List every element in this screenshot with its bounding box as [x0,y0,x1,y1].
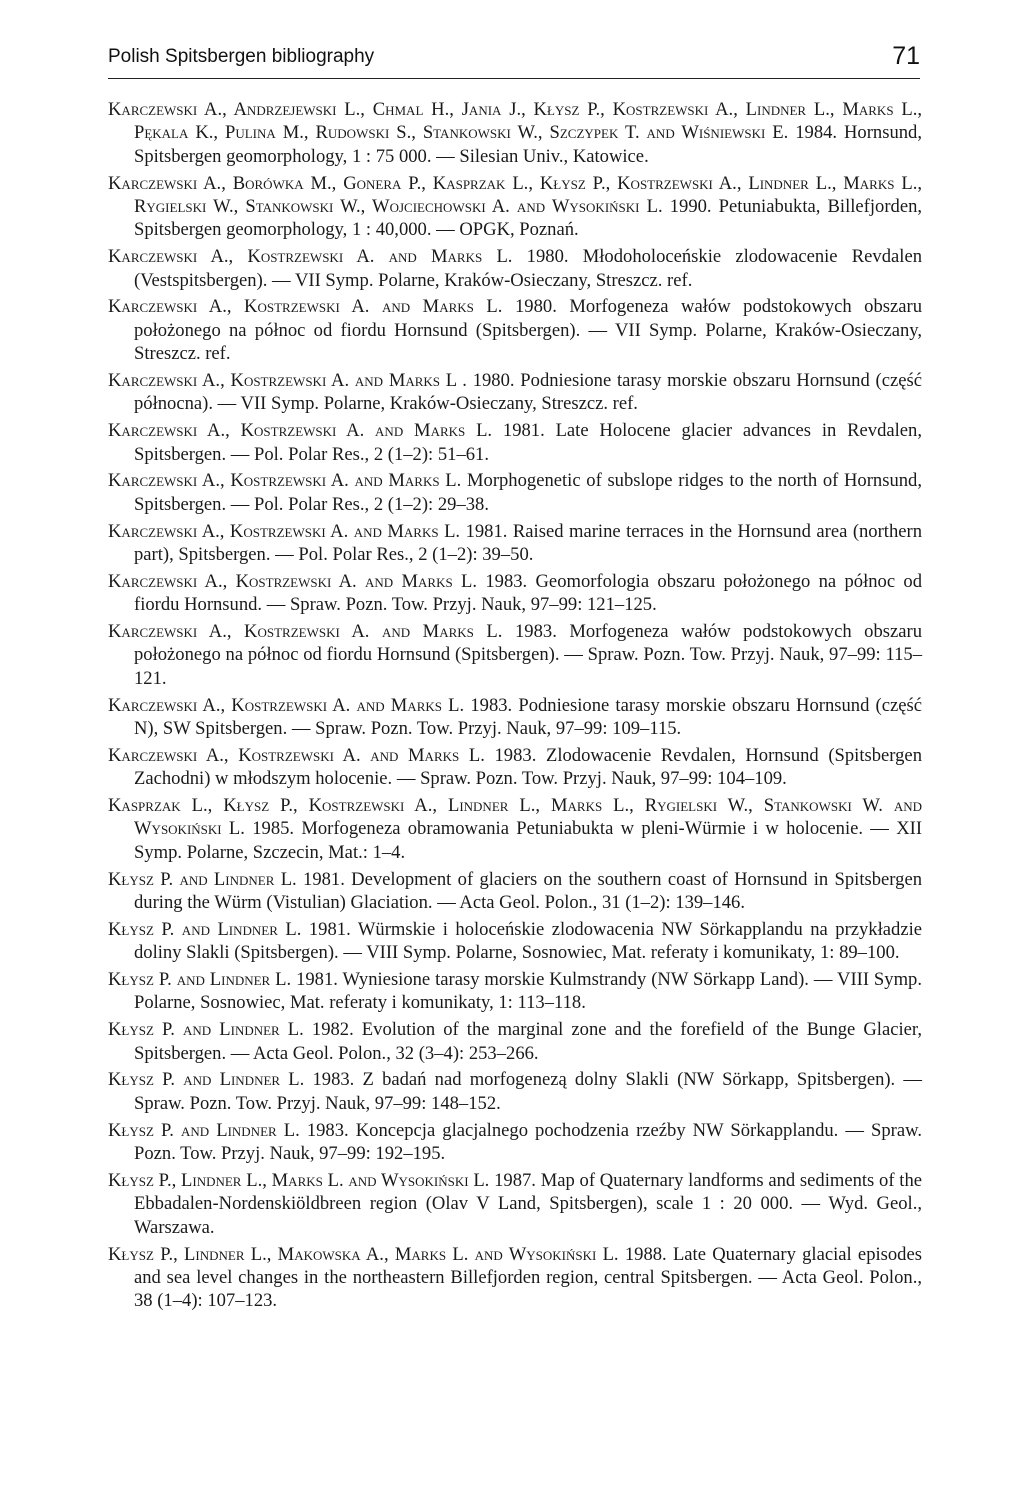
bibliography-entry [108,1243,922,1313]
bibliography-entry [108,918,922,965]
entry-authors: Karczewski A., Andrzejewski L., Chmal H., Jania J., Kłysz P., Kostrzewski A., Lindner L., Marks L., Pękala K., Pulina M., Rudowski S., Stankowski W., Szczypek T. and Wiśniewski E. [108,99,922,144]
entry-text: 1985. Morfogeneza obramowania Petuniabukta w pleni-Würmie i w holocenie. — XII Symp. Polarne, Szczecin, Mat.: 1–4. [134,818,923,863]
bibliography-entry [108,98,922,168]
entry-authors: Karczewski A., Kostrzewski A. and Marks L. [108,520,461,542]
entry-authors: Kłysz P. and Lindner L. [108,918,302,940]
bibliography-entry [108,694,922,741]
bibliography-entry [108,1169,922,1239]
bibliography-entry [108,419,922,466]
bibliography-entry [108,1068,922,1115]
bibliography-entry [108,295,922,365]
entry-text: 1983. Podniesione tarasy morskie obszaru Hornsund (część N), SW Spitsbergen. — Spraw. Pozn. Tow. Przyj. Nauk, 97–99: 109–115. [134,694,922,740]
entry-text: 1983. Z badań nad morfogenezą dolny Slakli (NW Sörkapp, Spitsbergen). — Spraw. Pozn. Tow. Przyj. Nauk, 97–99: 148–152. [134,1069,922,1114]
entry-text: 1981. Late Holocene glacier advances in Revdalen, Spitsbergen. — Pol. Polar Res., 2 (1–2): 51–61. [134,420,922,465]
entry-text: 1987. Map of Quaternary landforms and sediments of the Ebbadalen-Nordenskiöldbreen region (Olav V Land, Spitsbergen), scale 1 : 20 000. — Wyd. Geol., Warszawa. [134,1169,922,1238]
bibliography-entry [108,744,922,791]
entry-text: 1983. Geomorfologia obszaru położonego na północ od fiordu Hornsund. — Spraw. Pozn. Tow. Przyj. Nauk, 97–99: 121–125. [134,570,922,616]
bibliography-entry [108,968,922,1015]
entry-text: 1980. Morfogeneza wałów podstokowych obszaru położonego na północ od fiordu Hornsund (Spitsbergen). — VII Symp. Polarne, Kraków-Osieczany, Streszcz. ref. [134,296,922,365]
entry-text: 1983. Koncepcja glacjalnego pochodzenia rzeźby NW Sörkapplandu. — Spraw. Pozn. Tow. Przyj. Nauk, 97–99: 192–195. [134,1119,922,1165]
entry-text: 1984. Hornsund, Spitsbergen geomorphology, 1 : 75 000. — Silesian Univ., Katowice. [134,122,922,167]
bibliography-entry [108,868,922,915]
bibliography-entry [108,469,922,516]
bibliography-entry [108,794,922,864]
entry-authors: Kłysz P. and Lindner L. [108,1119,300,1141]
entry-authors: Karczewski A., Borówka M., Gonera P., Kasprzak L., Kłysz P., Kostrzewski A., Lindner L., Marks L., Rygielski W., Stankowski W., Wojciechowski A. and Wysokiński L. [108,172,922,218]
entry-text: Morphogenetic of subslope ridges to the north of Hornsund, Spitsbergen. — Pol. Polar Res., 2 (1–2): 29–38. [134,470,922,515]
entry-text: 1981. Development of glaciers on the southern coast of Hornsund in Spitsbergen during the Würm (Vistulian) Glaciation. — Acta Geol. Polon., 31 (1–2): 139–146. [134,868,922,914]
entry-authors: Kłysz P. and Lindner L. [108,868,297,890]
running-head: Polish Spitsbergen bibliography [108,46,375,67]
entry-text: 1983. Zlodowacenie Revdalen, Hornsund (Spitsbergen Zachodni) w młodszym holocenie. — Spraw. Pozn. Tow. Przyj. Nauk, 97–99: 104–109. [134,744,922,790]
bibliography-entry [108,1119,922,1166]
entry-authors: Kłysz P. and Lindner L. [108,1019,304,1041]
entry-text: 1982. Evolution of the marginal zone and the forefield of the Bunge Glacier, Spitsbergen. — Acta Geol. Polon., 32 (3–4): 253–266. [134,1019,922,1064]
entry-authors: Kłysz P., Lindner L., Makowska A., Marks L. and Wysokiński L. [108,1243,619,1265]
entry-authors: Karczewski A., Kostrzewski A. and Marks L. [108,694,465,716]
entry-authors: Kasprzak L., Kłysz P., Kostrzewski A., Lindner L., Marks L., Rygielski W., Stankowski W. and Wysokiński L. [108,795,922,840]
entry-authors: Karczewski A., Kostrzewski A. and Marks L. [108,570,478,592]
entry-authors: Karczewski A., Kostrzewski A. and Marks L . [108,370,467,392]
entry-authors: Kłysz P., Lindner L., Marks L. and Wysokiński L. [108,1169,490,1191]
page-header [108,38,920,79]
bibliography-entry [108,570,922,617]
bibliography-entry [108,520,922,567]
entry-text: 1980. Podniesione tarasy morskie obszaru Hornsund (część północna). — VII Symp. Polarne, Kraków-Osieczany, Streszcz. ref. [134,370,922,415]
bibliography-entry [108,369,922,416]
entry-text: 1988. Late Quaternary glacial episodes and sea level changes in the northeastern Billefjorden region, central Spitsbergen. — Acta Geol. Polon., 38 (1–4): 107–123. [134,1243,922,1312]
entry-authors: Kłysz P. and Lindner L. [108,1069,305,1091]
bibliography-entry [108,620,922,690]
bibliography-list [108,98,922,1316]
entry-authors: Karczewski A., Kostrzewski A. and Marks L. [108,470,462,492]
bibliography-entry [108,1018,922,1065]
entry-text: 1981. Wyniesione tarasy morskie Kulmstrandy (NW Sörkapp Land). — VIII Symp. Polarne, Sosnowiec, Mat. referaty i komunikaty, 1: 113–118. [134,969,922,1014]
entry-authors: Kłysz P. and Lindner L. [108,969,292,991]
entry-text: 1981. Würmskie i holoceńskie zlodowacenia NW Sörkapplandu na przykładzie doliny Slakli (Spitsbergen). — VIII Symp. Polarne, Sosnowiec, Mat. referaty i komunikaty, 1: 89–100. [134,918,922,964]
entry-text: 1980. Młodoholoceńskie zlodowacenie Revdalen (Vestspitsbergen). — VII Symp. Polarne, Kraków-Osieczany, Streszcz. ref. [134,246,922,291]
entry-authors: Karczewski A., Kostrzewski A. and Marks L. [108,744,485,766]
entry-authors: Karczewski A., Kostrzewski A. and Marks L. [108,420,493,442]
entry-authors: Karczewski A., Kostrzewski A. and Marks L. [108,246,513,268]
entry-text: 1981. Raised marine terraces in the Hornsund area (northern part), Spitsbergen. — Pol. Polar Res., 2 (1–2): 39–50. [134,520,922,566]
entry-authors: Karczewski A., Kostrzewski A. and Marks L. [108,621,503,643]
entry-authors: Karczewski A., Kostrzewski A. and Marks L. [108,296,503,318]
entry-text: 1990. Petuniabukta, Billefjorden, Spitsbergen geomorphology, 1 : 40,000. — OPGK, Poznań. [134,196,923,241]
bibliography-entry [108,245,922,292]
entry-text: 1983. Morfogeneza wałów podstokowych obszaru położonego na północ od fiordu Hornsund (Spitsbergen). — Spraw. Pozn. Tow. Przyj. Nauk, 97–99: 115–121. [134,621,922,689]
page-number: 71 [892,42,920,70]
bibliography-entry [108,172,922,242]
